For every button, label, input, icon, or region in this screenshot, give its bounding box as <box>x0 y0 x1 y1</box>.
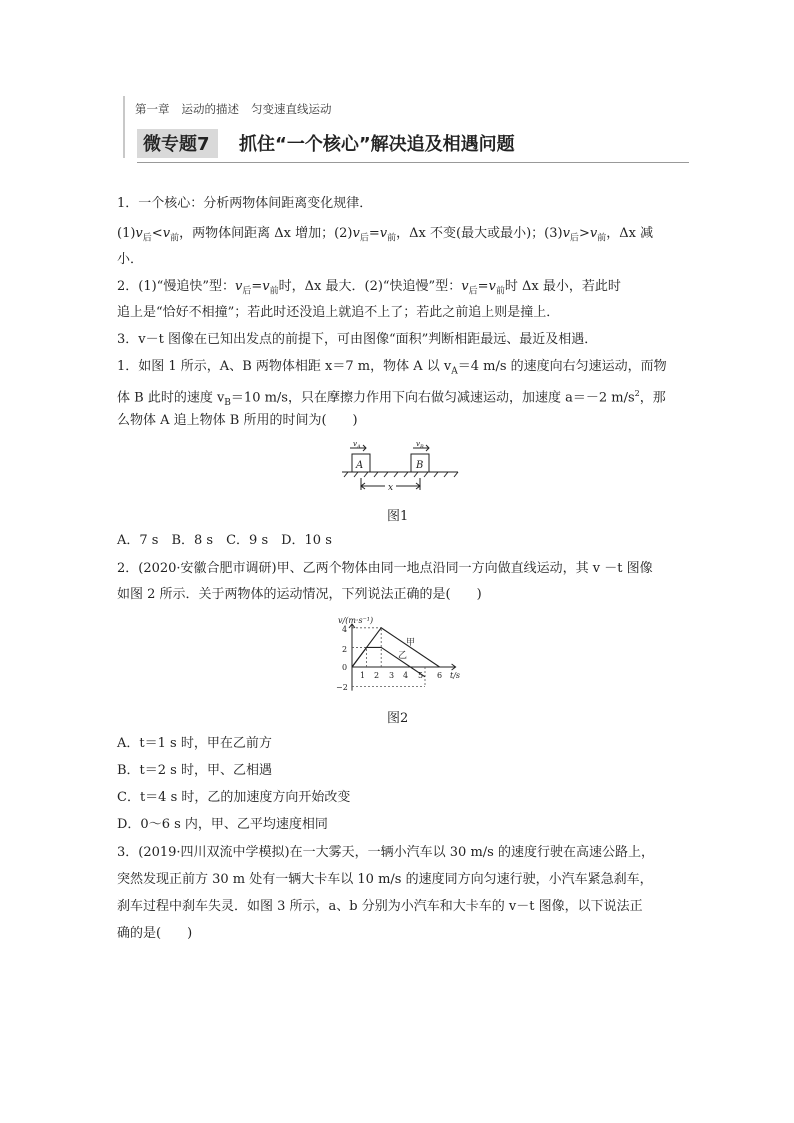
y-tick-4: 4 <box>342 625 348 634</box>
y-tick-2: 2 <box>342 645 348 654</box>
topic-tag: 微专题7 <box>137 129 218 158</box>
q3-line-2: 突然发现正前方 30 m 处有一辆大卡车以 10 m/s 的速度同方向匀速行驶，小汽车紧急刹车， <box>117 872 653 887</box>
figure-1 <box>330 440 470 495</box>
x-tick-4: 4 <box>403 671 409 680</box>
x-tick-5: 5 <box>418 671 424 680</box>
y-tick-m2: −2 <box>336 683 348 692</box>
summary-line-3: 小． <box>117 252 144 267</box>
summary-line-1: 1．一个核心：分析两物体间距离变化规律． <box>117 196 373 211</box>
q2-option-b: B．t＝2 s 时，甲、乙相遇 <box>117 763 272 778</box>
summary-line-2: $(1)v_后<v_前$，两物体间距离 Δx 增加；$(2)v_后=v_前$，Δx 不变(最大或最小)；$(3)v_后>v_前$，Δx 减 <box>117 226 654 244</box>
y-axis-label: v/(m·s⁻¹) <box>338 616 374 625</box>
label-a: A <box>356 460 364 471</box>
x-tick-3: 3 <box>389 671 395 680</box>
figure-2-caption: 图2 <box>387 711 409 726</box>
figure-2-chart <box>320 612 480 700</box>
label-x: x <box>388 483 394 493</box>
summary-line-6: 3．v－t 图像在已知出发点的前提下，可由图像“面积”判断相距最远、最近及相遇． <box>117 332 598 347</box>
series-label-yi: 乙 <box>398 651 408 661</box>
q3-line-4: 确的是( ) <box>117 926 193 941</box>
x-tick-2: 2 <box>374 671 380 680</box>
label-vb: $v_B$ <box>416 440 424 450</box>
chapter-label: 第一章 <box>135 102 170 116</box>
q3-line-1: 3．(2019·四川双流中学模拟)在一大雾天，一辆小汽车以 30 m/s 的速度行驶在高速公路上， <box>117 845 654 860</box>
q1-options: A．7 s B．8 s C．9 s D．10 s <box>117 533 332 548</box>
q3-line-3: 刹车过程中刹车失灵．如图 3 所示，a、b 分别为小汽车和大卡车的 v－t 图像，以下说法正 <box>117 899 643 914</box>
q1-line-2: 体 B 此时的速度 $v_B=10$ m/s，只在摩擦力作用下向右做匀减速运动，加速度 a＝－2 $m/s^2$，那 <box>117 389 666 408</box>
x-tick-1: 1 <box>360 671 366 680</box>
y-tick-0: 0 <box>342 663 348 672</box>
summary-line-4: 2．(1)“慢追快”型：$v_后=v_前$时，Δx 最大．(2)“快追慢”型：$v_后=v_前$时 Δx 最小，若此时 <box>117 279 621 297</box>
header-bar <box>123 96 125 158</box>
title-rule <box>137 162 689 163</box>
section-1: 运动的描述 <box>181 102 239 116</box>
figure-1-caption: 图1 <box>387 509 409 524</box>
q1-line-3: 么物体 A 追上物体 B 所用的时间为( ) <box>117 413 358 428</box>
q2-line-2: 如图 2 所示．关于两物体的运动情况，下列说法正确的是( ) <box>117 587 482 602</box>
q2-option-a: A．t＝1 s 时，甲在乙前方 <box>117 736 272 751</box>
chapter-line <box>135 101 344 117</box>
series-label-jia: 甲 <box>406 638 416 648</box>
q2-option-c: C．t＝4 s 时，乙的加速度方向开始改变 <box>117 790 351 805</box>
label-b: B <box>416 460 424 471</box>
page-title: 抓住“一个核心”解决追及相遇问题 <box>239 134 515 155</box>
q1-line-1: 1．如图 1 所示，A、B 两物体相距 x＝7 m，物体 A 以 $v_A=4$ m/s 的速度向右匀速运动，而物 <box>117 359 667 377</box>
q2-line-1: 2．(2020·安徽合肥市调研)甲、乙两个物体由同一地点沿同一方向做直线运动，其 v －t 图像 <box>117 561 653 576</box>
section-2: 匀变速直线运动 <box>251 102 332 116</box>
q2-option-d: D．0～6 s 内，甲、乙平均速度相同 <box>117 817 328 832</box>
x-tick-6: 6 <box>437 671 443 680</box>
summary-line-5: 追上是“恰好不相撞”；若此时还没追上就追不上了；若此之前追上则是撞上． <box>117 305 560 320</box>
label-va: $v_A$ <box>353 440 361 450</box>
x-axis-label: t/s <box>450 671 461 680</box>
